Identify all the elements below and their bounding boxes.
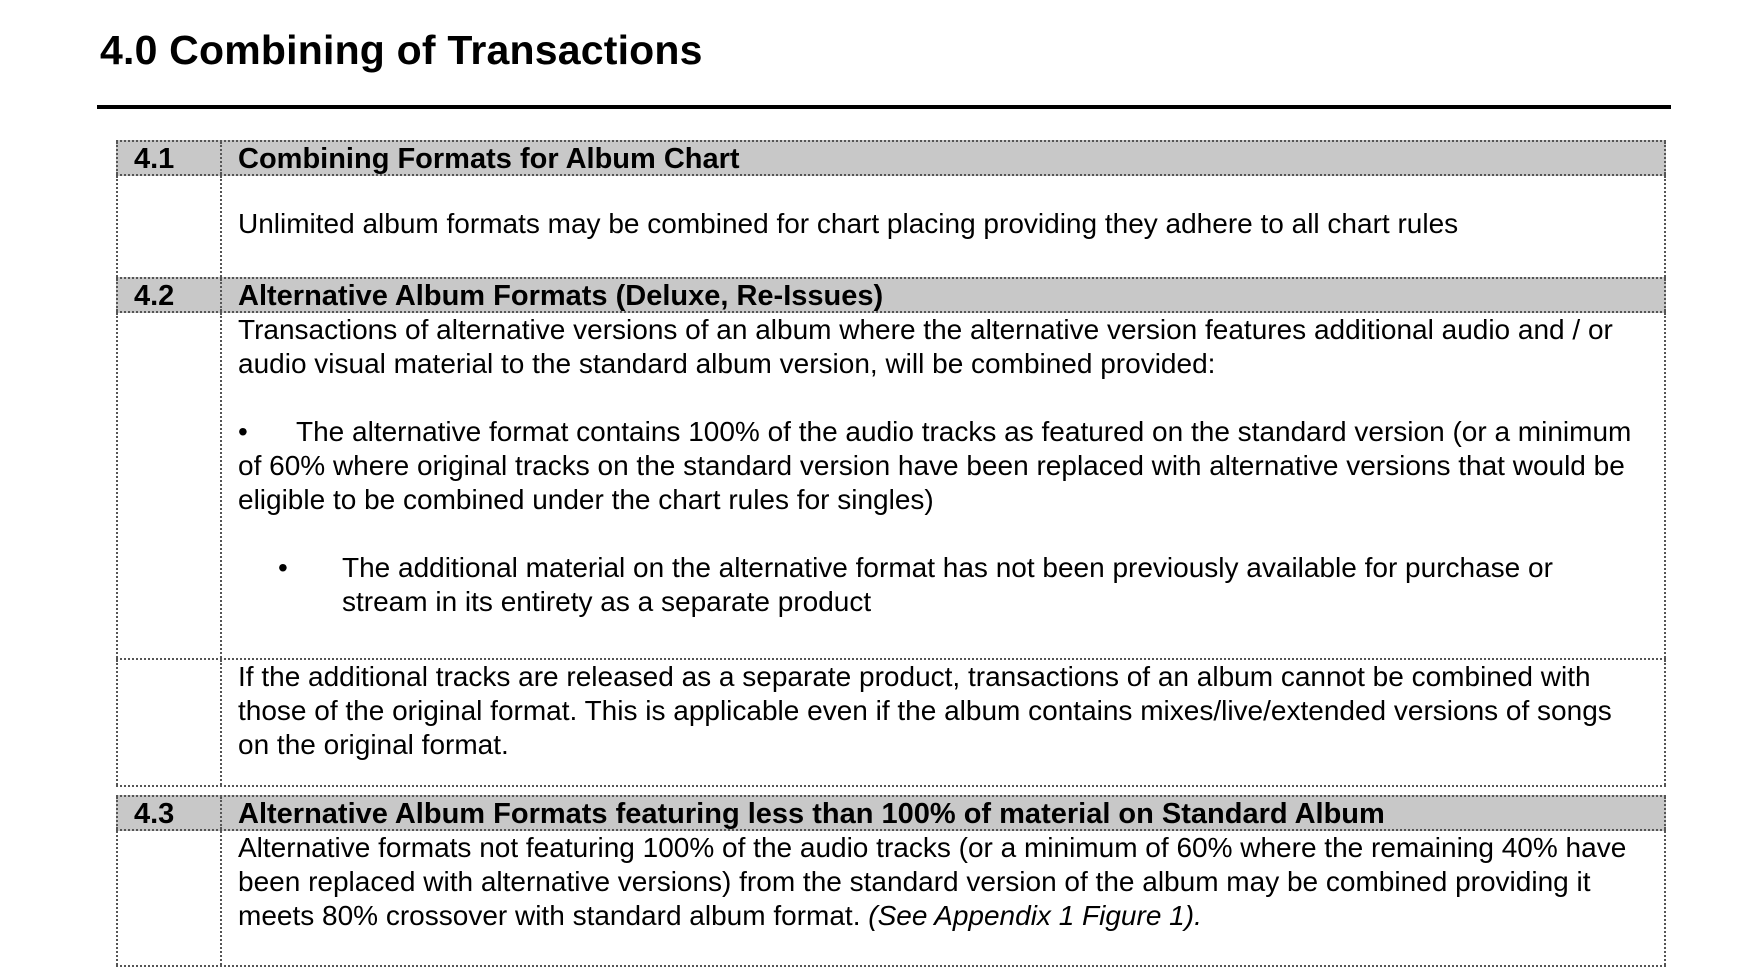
section-note: If the additional tracks are released as a separate product, transactions of an album cannot be combined with those of the original format. This is applicable even if the album contains mixes/live/extended versions of songs on the original format.	[238, 661, 1612, 760]
section-body	[222, 660, 1666, 785]
section-paragraph: Unlimited album formats may be combined for chart placing providing they adhere to all chart rules	[238, 208, 1459, 239]
section-body	[222, 313, 1666, 658]
bullet-icon: •	[238, 416, 248, 447]
section-content-4-1	[116, 176, 1666, 279]
heading-divider	[97, 105, 1671, 109]
list-item	[238, 415, 1646, 517]
section-header-4-2	[116, 277, 1666, 313]
list-item	[238, 551, 1646, 619]
section-intro: Transactions of alternative versions of an album where the alternative version features additional audio and / or audio visual material to the standard album version, will be combined provided:	[238, 314, 1613, 379]
section-body	[222, 176, 1666, 277]
section-content-4-3	[116, 831, 1666, 967]
section-content-4-2	[116, 313, 1666, 660]
page-title: 4.0 Combining of Transactions	[100, 27, 703, 73]
number-cell-empty	[116, 660, 222, 785]
list-item-text: The alternative format contains 100% of the audio tracks as featured on the standard version (or a minimum of 60% where original tracks on the standard version have been replaced with alternative versions that would be eligible to be combined under the chart rules for singles)	[238, 416, 1632, 515]
section-paragraph	[238, 831, 1646, 933]
section-body	[222, 831, 1666, 965]
number-cell-empty	[116, 313, 222, 658]
list-item-text: The additional material on the alternative format has not been previously available for purchase or stream in its entirety as a separate product	[342, 552, 1553, 617]
section-number: 4.3	[116, 797, 222, 829]
section-header-4-1	[116, 140, 1666, 176]
section-number: 4.1	[116, 142, 222, 174]
appendix-reference: (See Appendix 1 Figure 1).	[868, 900, 1202, 931]
section-note-4-2	[116, 660, 1666, 787]
number-cell-empty	[116, 176, 222, 277]
section-header-4-3	[116, 795, 1666, 831]
bullet-icon: •	[278, 552, 288, 583]
paragraph-text: Alternative formats not featuring 100% of the audio tracks (or a minimum of 60% where the remaining 40% have been replaced with alternative versions) from the standard version of the album may be combined providing it meets 80% crossover with standard album format.	[238, 832, 1627, 931]
section-title: Alternative Album Formats featuring less than 100% of material on Standard Album	[222, 797, 1666, 829]
number-cell-empty	[116, 831, 222, 965]
section-number: 4.2	[116, 279, 222, 311]
section-title: Combining Formats for Album Chart	[222, 142, 1666, 174]
section-title: Alternative Album Formats (Deluxe, Re-Issues)	[222, 279, 1666, 311]
